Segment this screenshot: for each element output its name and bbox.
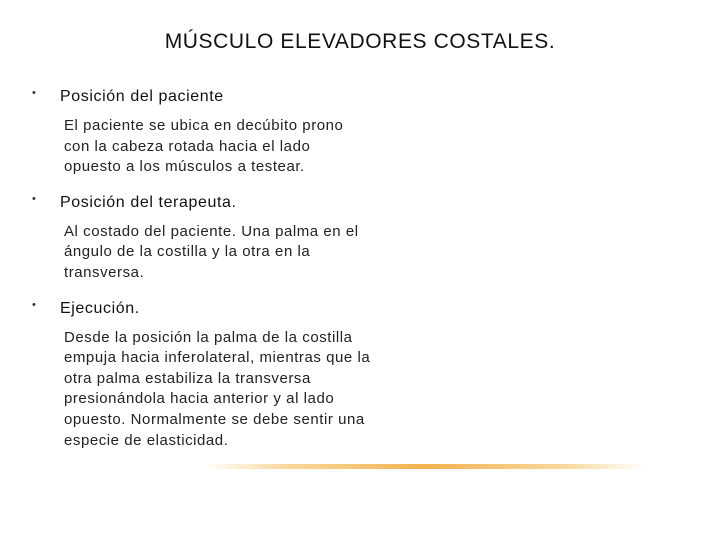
bullet-item-execution bbox=[30, 298, 370, 322]
section-paragraph: Al costado del paciente. Una palma en el ángulo de la costilla y la otra en la transversa. bbox=[64, 222, 359, 281]
bullet-icon: • bbox=[32, 87, 37, 99]
section-paragraph: Desde la posición la palma de la costilla empuja hacia inferolateral, mientras que la otra palma estabiliza la transversa presionándola hacia anterior y al lado opuesto. Normalmente se debe sentir una especie de elasticidad. bbox=[64, 328, 371, 449]
decorative-accent-line bbox=[205, 464, 645, 469]
section-heading: Ejecución. bbox=[60, 299, 140, 317]
bullet-item-patient-position bbox=[30, 86, 370, 110]
bullet-icon: • bbox=[32, 298, 37, 311]
content-area bbox=[30, 86, 370, 465]
bullet-icon: • bbox=[32, 192, 37, 205]
bullet-item-therapist-position bbox=[30, 192, 370, 216]
section-heading: Posición del paciente bbox=[60, 88, 224, 105]
slide-title: MÚSCULO ELEVADORES COSTALES. bbox=[164, 30, 556, 53]
section-heading: Posición del terapeuta. bbox=[60, 193, 237, 211]
section-paragraph: El paciente se ubica en decúbito prono con la cabeza rotada hacia el lado opuesto a los músculos a testear. bbox=[64, 117, 344, 176]
